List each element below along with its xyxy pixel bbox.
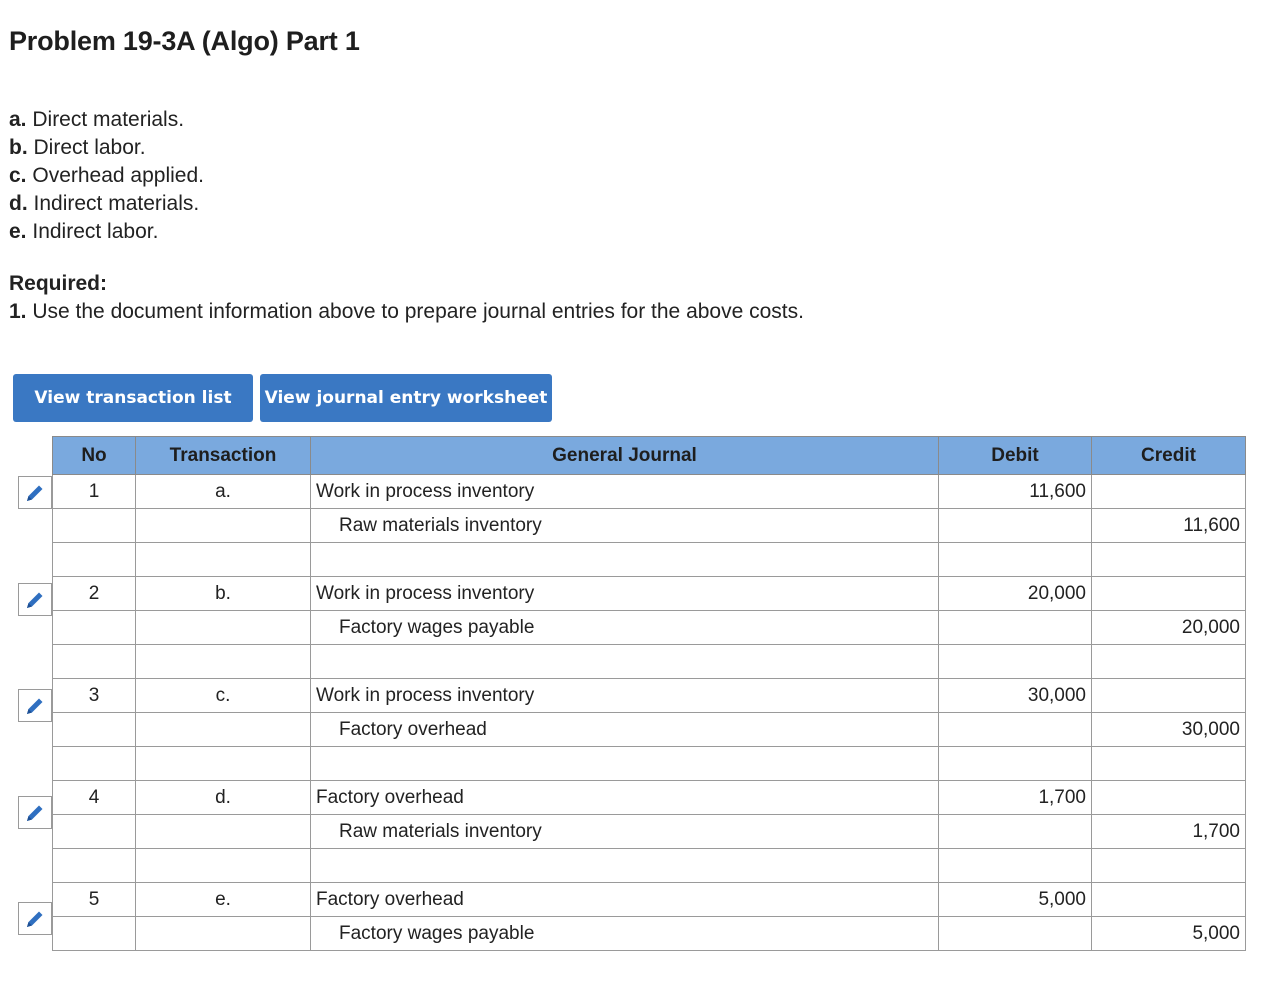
table-row <box>53 679 1246 713</box>
entry-no: 1 <box>53 475 136 509</box>
view-journal-entry-worksheet-button[interactable]: View journal entry worksheet <box>260 374 552 422</box>
credit-amount: 20,000 <box>1092 611 1246 645</box>
debit-account: Factory overhead <box>311 883 939 917</box>
cost-item-letter: a. <box>9 108 27 131</box>
credit-amount: 1,700 <box>1092 815 1246 849</box>
cost-item <box>9 106 204 134</box>
cost-item-text: Indirect materials. <box>33 192 200 215</box>
general-journal-table <box>52 436 1246 951</box>
cost-item <box>9 162 204 190</box>
cost-item-text: Direct materials. <box>32 108 185 131</box>
cost-item-letter: e. <box>9 220 27 243</box>
debit-account: Work in process inventory <box>311 577 939 611</box>
cost-items-list <box>9 106 204 246</box>
view-transaction-list-button[interactable]: View transaction list <box>13 374 253 422</box>
entry-no: 4 <box>53 781 136 815</box>
cost-item-text: Overhead applied. <box>32 164 204 187</box>
pencil-icon <box>24 908 46 930</box>
table-row <box>53 815 1246 849</box>
cost-item-text: Direct labor. <box>33 136 146 159</box>
cost-item-text: Indirect labor. <box>32 220 159 243</box>
table-row-blank <box>53 543 1246 577</box>
required-instruction <box>9 300 804 324</box>
debit-account: Factory overhead <box>311 781 939 815</box>
header-transaction: Transaction <box>136 437 311 475</box>
entry-no: 3 <box>53 679 136 713</box>
table-row <box>53 611 1246 645</box>
credit-amount: 30,000 <box>1092 713 1246 747</box>
table-row <box>53 883 1246 917</box>
required-number: 1. <box>9 300 27 323</box>
credit-amount: 11,600 <box>1092 509 1246 543</box>
debit-amount: 30,000 <box>939 679 1092 713</box>
entry-transaction: c. <box>136 679 311 713</box>
credit-account: Raw materials inventory <box>311 509 939 543</box>
table-row <box>53 509 1246 543</box>
page-title: Problem 19-3A (Algo) Part 1 <box>9 26 360 56</box>
entry-transaction: e. <box>136 883 311 917</box>
credit-account: Factory wages payable <box>311 611 939 645</box>
credit-account: Factory overhead <box>311 713 939 747</box>
table-row <box>53 917 1246 951</box>
table-header-row <box>53 437 1246 475</box>
edit-entry-3-button[interactable] <box>18 689 52 722</box>
entry-transaction: a. <box>136 475 311 509</box>
credit-account: Raw materials inventory <box>311 815 939 849</box>
table-row <box>53 475 1246 509</box>
debit-account: Work in process inventory <box>311 679 939 713</box>
debit-amount: 1,700 <box>939 781 1092 815</box>
credit-amount-empty <box>1092 475 1246 509</box>
required-label: Required: <box>9 272 108 295</box>
entry-transaction: d. <box>136 781 311 815</box>
header-no: No <box>53 437 136 475</box>
table-row <box>53 781 1246 815</box>
cost-item <box>9 134 204 162</box>
header-debit: Debit <box>939 437 1092 475</box>
entry-no: 5 <box>53 883 136 917</box>
cost-item <box>9 190 204 218</box>
edit-entry-5-button[interactable] <box>18 902 52 935</box>
cost-item-letter: c. <box>9 164 27 187</box>
edit-entry-2-button[interactable] <box>18 583 52 616</box>
credit-amount: 5,000 <box>1092 917 1246 951</box>
entry-transaction: b. <box>136 577 311 611</box>
edit-entry-4-button[interactable] <box>18 796 52 829</box>
required-text: Use the document information above to prepare journal entries for the above costs. <box>32 300 804 323</box>
pencil-icon <box>24 482 46 504</box>
cost-item <box>9 218 204 246</box>
pencil-icon <box>24 695 46 717</box>
cost-item-letter: d. <box>9 192 28 215</box>
header-credit: Credit <box>1092 437 1246 475</box>
table-row-blank <box>53 645 1246 679</box>
edit-entry-1-button[interactable] <box>18 476 52 509</box>
pencil-icon <box>24 589 46 611</box>
header-general-journal: General Journal <box>311 437 939 475</box>
cost-item-letter: b. <box>9 136 28 159</box>
pencil-icon <box>24 802 46 824</box>
debit-amount: 20,000 <box>939 577 1092 611</box>
debit-amount: 11,600 <box>939 475 1092 509</box>
table-row <box>53 577 1246 611</box>
table-row <box>53 713 1246 747</box>
entry-no: 2 <box>53 577 136 611</box>
credit-account: Factory wages payable <box>311 917 939 951</box>
table-row-blank <box>53 747 1246 781</box>
debit-account: Work in process inventory <box>311 475 939 509</box>
table-row-blank <box>53 849 1246 883</box>
debit-amount: 5,000 <box>939 883 1092 917</box>
